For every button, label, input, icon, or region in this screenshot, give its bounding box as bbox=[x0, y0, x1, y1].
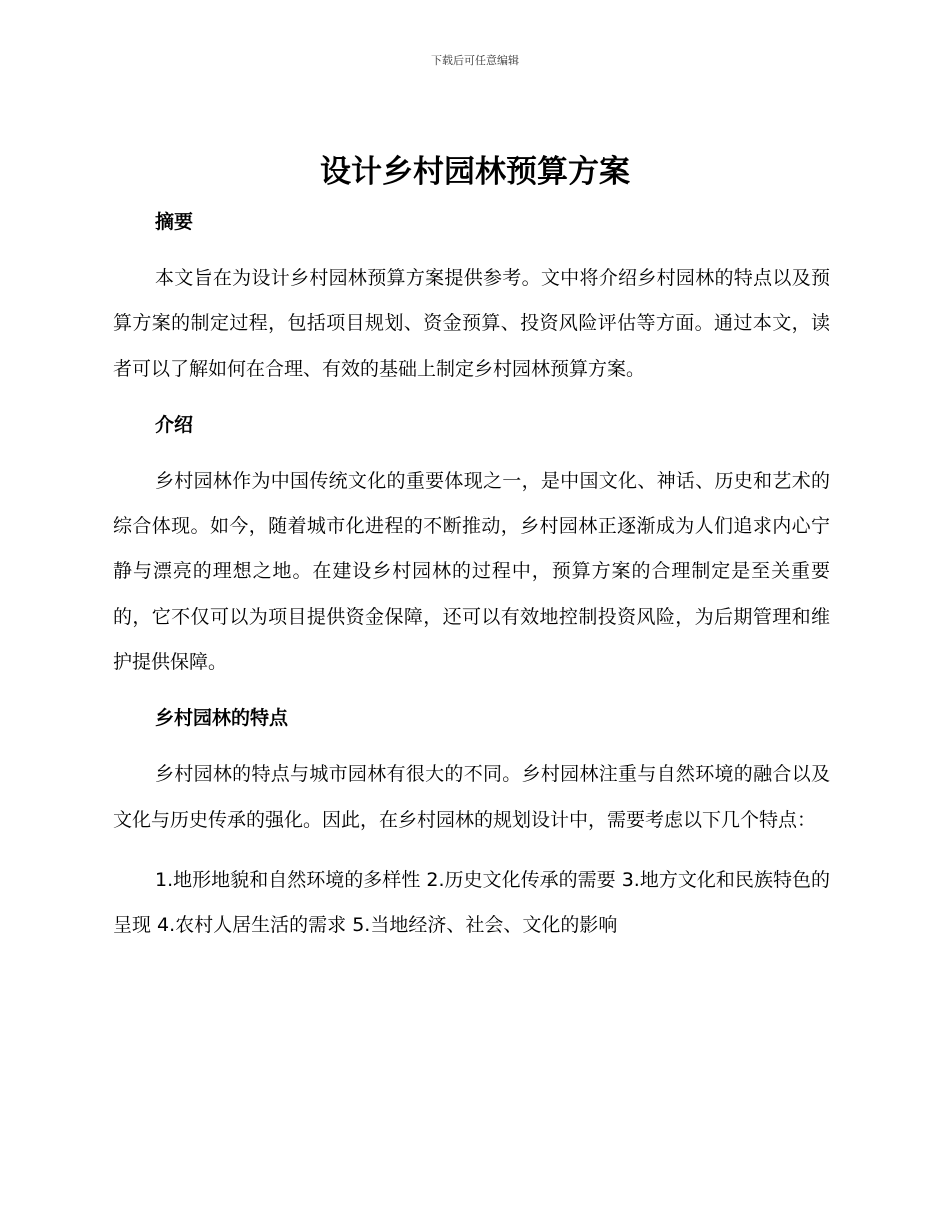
section-heading-introduction: 介绍 bbox=[155, 413, 194, 436]
paragraph-abstract: 本文旨在为设计乡村园林预算方案提供参考。文中将介绍乡村园林的特点以及预算方案的制定过程，包括项目规划、资金预算、投资风险评估等方面。通过本文，读者可以了解如何在合理、有效的基础上制定乡村园林预算方案。 bbox=[113, 267, 830, 380]
section-heading-features: 乡村园林的特点 bbox=[155, 707, 289, 730]
document-title: 设计乡村园林预算方案 bbox=[320, 154, 630, 190]
paragraph-feature-list: 1.地形地貌和自然环境的多样性 2.历史文化传承的需要 3.地方文化和民族特色的呈现 4.农村人居生活的需求 5.当地经济、社会、文化的影响 bbox=[113, 868, 830, 937]
section-heading-abstract: 摘要 bbox=[155, 211, 194, 233]
document-body bbox=[113, 203, 830, 949]
paragraph-features: 乡村园林的特点与城市园林有很大的不同。乡村园林注重与自然环境的融合以及文化与历史传承的强化。因此，在乡村园林的规划设计中，需要考虑以下几个特点： bbox=[113, 763, 830, 831]
header-note: 下载后可任意编辑 bbox=[431, 54, 519, 67]
paragraph-introduction: 乡村园林作为中国传统文化的重要体现之一，是中国文化、神话、历史和艺术的综合体现。如今，随着城市化进程的不断推动，乡村园林正逐渐成为人们追求内心宁静与漂亮的理想之地。在建设乡村园林的过程中，预算方案的合理制定是至关重要的，它不仅可以为项目提供资金保障，还可以有效地控制投资风险，为后期管理和维护提供保障。 bbox=[113, 469, 830, 674]
